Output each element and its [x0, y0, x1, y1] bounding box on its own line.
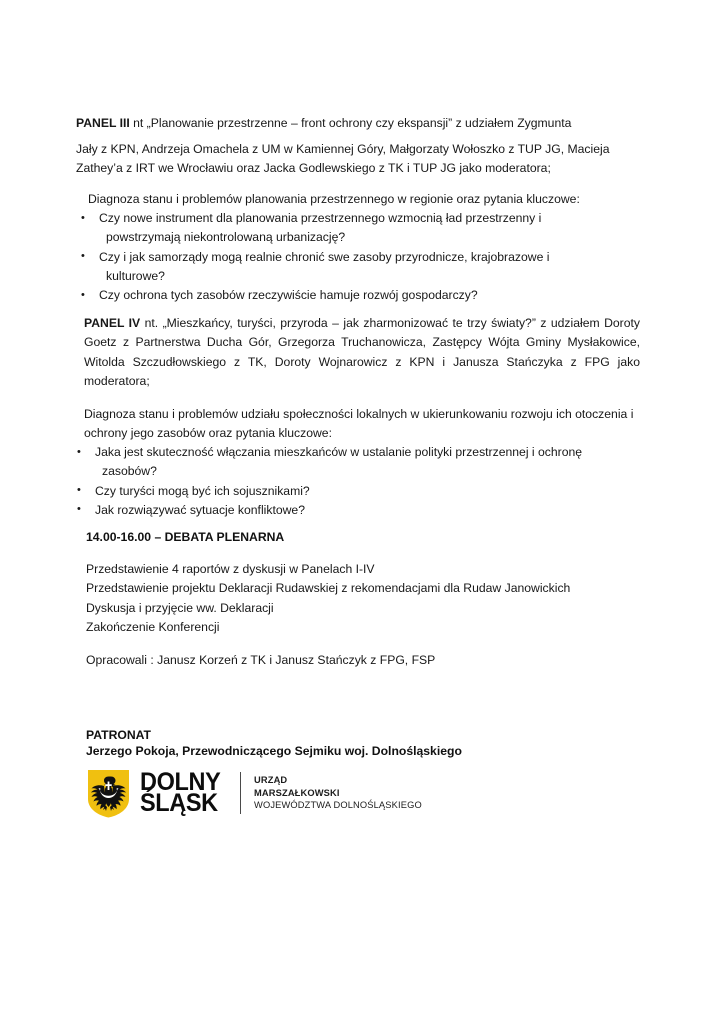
wordmark-line-1: DOLNY	[140, 767, 221, 796]
office-line-2: MARSZAŁKOWSKI	[254, 787, 340, 798]
panel-3-question-2: Czy ochrona tych zasobów rzeczywiście hamuje rozwój gospodarczy?	[99, 288, 478, 303]
office-line-3: WOJEWÓDZTWA DOLNOŚLĄSKIEGO	[254, 800, 422, 811]
plenary-item-0: Przedstawienie 4 raportów z dyskusji w Panelach I-IV	[86, 562, 375, 576]
plenary-heading: 14.00-16.00 – DEBATA PLENARNA	[86, 530, 285, 544]
panel-4-question-2: Jak rozwiązywać sytuacje konfliktowe?	[95, 502, 305, 517]
dolny-slask-logo	[86, 766, 422, 820]
office-name	[254, 774, 422, 812]
plenary-item-2: Dyskusja i przyjęcie ww. Deklaracji	[86, 600, 274, 615]
panel-3-question-0: Czy nowe instrument dla planowania przestrzennego wzmocnią ład przestrzenny i powstrzymają niekontrolowaną urbanizację?	[99, 211, 542, 245]
plenary-item-1: Przedstawienie projektu Deklaracji Rudawskiej z rekomendacjami dla Rudaw Janowickich	[86, 581, 571, 596]
wordmark-line-2: ŚLĄSK	[140, 789, 218, 817]
patronage-heading: PATRONAT	[86, 728, 151, 742]
panel-4-question-0: Jaka jest skuteczność włączania mieszkańców w ustalanie polityki przestrzennej i ochronę zasobów?	[95, 445, 583, 479]
office-line-1: URZĄD	[254, 775, 288, 786]
list-item: • Czy nowe instrument dla planowania przestrzennego wzmocnią ład przestrzenny i powstrzymają niekontrolowaną urbanizację?	[81, 211, 542, 245]
patronage-person: Jerzego Pokoja, Przewodniczącego Sejmiku woj. Dolnośląskiego	[86, 744, 462, 758]
panel-4-title	[84, 314, 640, 391]
panel-4-question-1: Czy turyści mogą być ich sojusznikami?	[95, 483, 310, 498]
credits-line: Opracowali : Janusz Korzeń z TK i Janusz Stańczyk z FPG, FSP	[86, 653, 436, 667]
panel-3-title-rest: nt „Planowanie przestrzenne – front ochrony czy ekspansji” z udziałem Zygmunta	[129, 116, 572, 130]
panel-3-title	[76, 114, 642, 133]
panel-3-question-list	[81, 209, 600, 305]
list-item: • Czy ochrona tych zasobów rzeczywiście hamuje rozwój gospodarczy?	[81, 288, 478, 303]
panel-3-participants: Jały z KPN, Andrzeja Omachela z UM w Kamiennej Góry, Małgorzaty Wołoszko z TUP JG, Macieja Zathey’a z IRT we Wrocławiu oraz Jacka Godlewskiego z TK i TUP JG jako moderatora;	[76, 142, 610, 176]
panel-4-title-rest: nt. „Mieszkańcy, turyści, przyroda – jak zharmonizować te trzy światy?” z udziałem Doroty Goetz z Partnerstwa Ducha Gór, Grzegorza Truchanowicza, Zastępcy Wójta Gminy Mysłakowice, Witolda Szczudłowskiego z TK, Doroty Wojnarowicz z KPN i Janusza Stańczyka z FPG jako moderatora;	[84, 316, 640, 388]
panel-4-label: PANEL IV	[84, 316, 141, 330]
plenary-item-list	[86, 560, 646, 637]
plenary-item-3: Zakończenie Konferencji	[86, 619, 220, 634]
coat-of-arms-icon	[86, 768, 131, 819]
panel-4-diagnosis-intro: Diagnoza stanu i problemów udziału społeczności lokalnych w ukierunkowaniu rozwoju ich otoczenia i ochrony jego zasobów oraz pytania kluczowe:	[84, 407, 634, 441]
panel-3-label: PANEL III	[76, 116, 130, 130]
panel-4-question-list	[77, 443, 632, 520]
list-item: • Czy turyści mogą być ich sojusznikami?	[77, 483, 310, 498]
list-item: • Jak rozwiązywać sytuacje konfliktowe?	[77, 502, 305, 517]
list-item: • Czy i jak samorządy mogą realnie chronić swe zasoby przyrodnicze, krajobrazowe i kulturowe?	[81, 249, 550, 283]
logo-divider	[240, 772, 242, 814]
panel-3-diagnosis-intro: Diagnoza stanu i problemów planowania przestrzennego w regionie oraz pytania kluczowe:	[88, 192, 580, 206]
wordmark	[140, 767, 226, 817]
list-item: • Jaka jest skuteczność włączania mieszkańców w ustalanie polityki przestrzennej i ochronę zasobów?	[77, 445, 583, 479]
panel-3-question-1: Czy i jak samorządy mogą realnie chronić swe zasoby przyrodnicze, krajobrazowe i kulturowe?	[99, 249, 550, 283]
